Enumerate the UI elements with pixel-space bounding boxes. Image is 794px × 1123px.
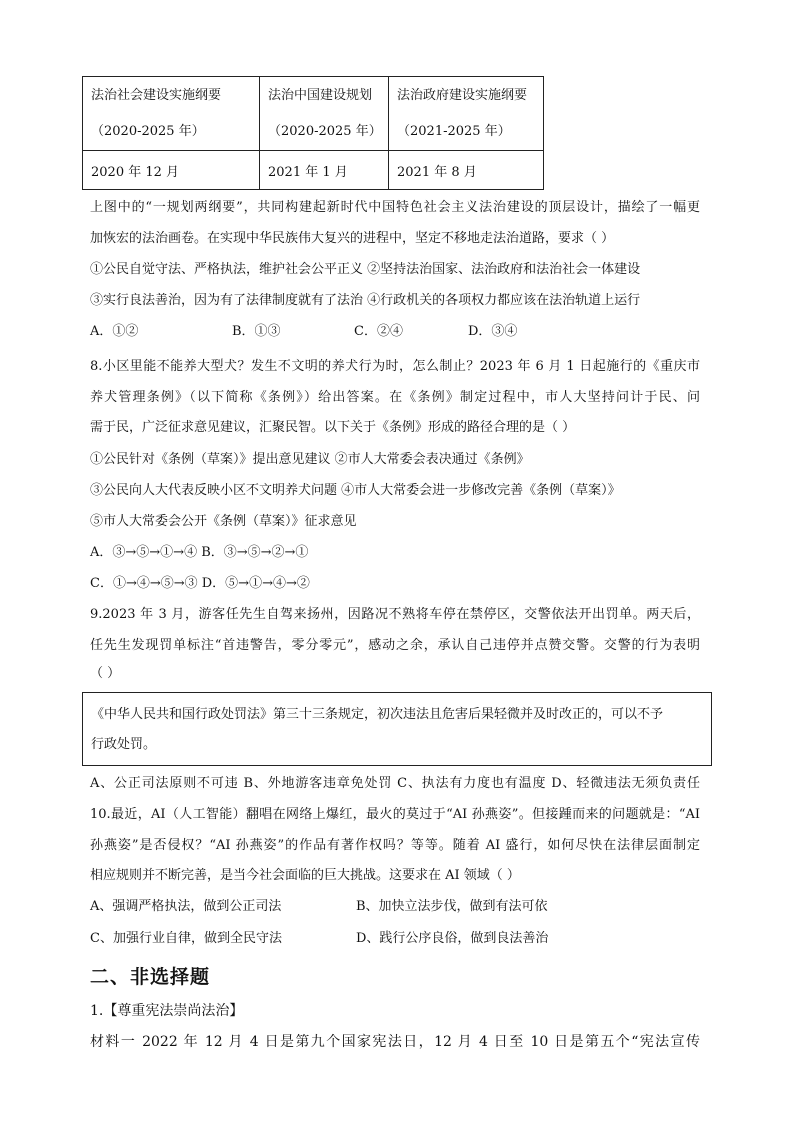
q9-stem: （ ）: [90, 666, 121, 681]
q10-option-d: D、践行公序良俗，做到良法善治: [356, 931, 549, 946]
plans-table-header-cell: [260, 77, 389, 151]
q7-option-b: B．①③: [232, 324, 281, 339]
q9-options: A、公正司法原则不可违 B、外地游客违章免处罚 C、执法有力度也有温度 D、轻微违法无须负责任: [90, 776, 700, 791]
q8-options: A．③→⑤→①→④ B．③→⑤→②→①: [90, 545, 309, 560]
q8-stem: 需于民，广泛征求意见建议，汇聚民智。以下关于《条例》形成的路径合理的是（ ）: [90, 420, 576, 435]
section-heading: 二、非选择题: [90, 966, 211, 988]
q7-statements: ①公民自觉守法、严格执法，维护社会公平正义 ②坚持法治国家、法治政府和法治社会一体建设: [90, 262, 641, 277]
q8-stem: 养犬管理条例》（以下简称《条例》）给出答案。在《条例》制定过程中，市人大坚持问计于民、问: [90, 390, 700, 405]
q10-option-b: B、加快立法步伐，做到有法可依: [356, 899, 548, 914]
q7-option-a: A．①②: [90, 324, 139, 339]
q10-stem: 相应规则并不断完善，是当今社会面临的巨大挑战。这要求在 AI 领域（ ）: [90, 868, 520, 883]
plans-table-header-cell: [389, 77, 544, 151]
q10-option-a: A、强调严格执法，做到公正司法: [90, 899, 282, 914]
plans-table-date-row: [83, 151, 544, 190]
q9-law-excerpt: 《中华人民共和国行政处罚法》第三十三条规定，初次违法且危害后果轻微并及时改正的，可以不予: [91, 707, 664, 722]
plans-table-header-cell: [83, 77, 260, 151]
plan-title: 法治政府建设实施纲要: [397, 87, 528, 103]
q7-statements: ③实行良法善治，因为有了法律制度就有了法治 ④行政机关的各项权力都应该在法治轨道上运行: [90, 293, 641, 308]
plans-table-header-row: [83, 77, 544, 151]
q8-statements: ③公民向人大代表反映小区不文明养犬问题 ④市人大常委会进一步修改完善《条例（草案）》: [90, 483, 621, 498]
plan-title: 法治社会建设实施纲要: [91, 87, 222, 103]
q10-stem: 孙燕姿”是否侵权？“AI 孙燕姿”的作品有著作权吗？等等。随着 AI 盛行，如何尽快在法律层面制定: [90, 838, 700, 853]
q8-stem: 8.小区里能不能养大型犬？发生不文明的养犬行为时，怎么制止？2023 年 6 月 1 日起施行的《重庆市: [90, 359, 700, 374]
plan-period: （2021-2025 年）: [397, 123, 511, 139]
q10-option-c: C、加强行业自律，做到全民守法: [90, 931, 282, 946]
q7-stem: 加恢宏的法治画卷。在实现中华民族伟大复兴的进程中，坚定不移地走法治道路，要求（ ）: [90, 231, 615, 246]
q7-option-c: C．②④: [354, 324, 403, 339]
plan-period: （2020-2025 年）: [91, 123, 205, 139]
plan-period: （2020-2025 年）: [268, 123, 382, 139]
q9-law-excerpt: 行政处罚。: [91, 737, 157, 752]
q8-statements: ①公民针对《条例（草案）》提出意见建议 ②市人大常委会表决通过《条例》: [90, 452, 530, 467]
material-text: 材料一 2022 年 12 月 4 日是第九个国家宪法日，12 月 4 日至 10 日是第五个“宪法宣传: [90, 1034, 700, 1050]
plans-table: [82, 76, 544, 190]
q7-option-d: D．③④: [468, 324, 518, 339]
plan-date: 2021 年 1 月: [260, 151, 389, 190]
q7-stem: 上图中的“一规划两纲要”，共同构建起新时代中国特色社会主义法治建设的顶层设计，描绘了一幅更: [90, 200, 700, 215]
q10-stem: 10.最近，AI（人工智能）翻唱在网络上爆红，最火的莫过于“AI 孙燕姿”。但接踵而来的问题就是：“AI: [90, 807, 700, 822]
plan-title: 法治中国建设规划: [268, 87, 373, 103]
q9-law-excerpt-box: [82, 692, 712, 766]
plan-date: 2020 年 12 月: [83, 151, 260, 190]
q8-options: C．①→④→⑤→③ D．⑤→①→④→②: [90, 576, 310, 591]
q9-stem: 任先生发现罚单标注“首违警告，零分零元”，感动之余，承认自己违停并点赞交警。交警的行为表明: [90, 638, 700, 653]
plan-date: 2021 年 8 月: [389, 151, 544, 190]
q9-stem: 9.2023 年 3 月，游客任先生自驾来扬州，因路况不熟将车停在禁停区，交警依法开出罚单。两天后，: [90, 607, 700, 622]
q8-statements: ⑤市人大常委会公开《条例（草案）》征求意见: [90, 514, 357, 529]
q1-title: 1.【尊重宪法崇尚法治】: [90, 1003, 244, 1019]
